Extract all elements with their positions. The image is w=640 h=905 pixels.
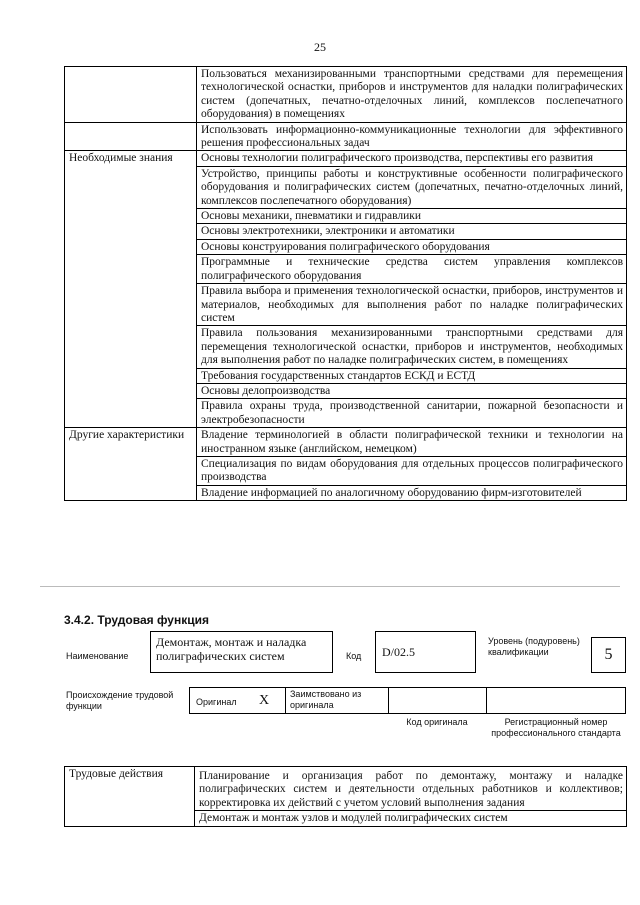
table-row	[65, 122, 627, 151]
knowledge-cell: Правила выбора и применения технологической оснастки, приборов, инструментов и материалов, необходимых для выполнения работ по наладке полиграфических систем	[197, 284, 627, 326]
section-title: 3.4.2. Трудовая функция	[64, 613, 209, 627]
level-label: Уровень (подуровень) квалификации	[488, 636, 580, 657]
knowledge-cell: Основы конструирования полиграфического оборудования	[197, 239, 627, 254]
name-label: Наименование	[66, 651, 129, 661]
actions-table	[64, 766, 627, 827]
skill-cell: Использовать информационно-коммуникационные технологии для эффективного решения профессиональных задач	[197, 122, 627, 151]
origin-box	[189, 687, 626, 714]
other-cell: Владение информацией по аналогичному оборудованию фирм-изготовителей	[197, 485, 627, 500]
knowledge-cell: Правила охраны труда, производственной санитарии, пожарной безопасности и электробезопасности	[197, 399, 627, 428]
divider	[285, 687, 286, 714]
origin-label: Происхождение трудовой функции	[66, 690, 174, 711]
divider	[388, 687, 389, 714]
other-cell: Владение терминологией в области полиграфической техники и технологии на иностранном языке (английском, немецком)	[197, 428, 627, 457]
table-row	[65, 151, 627, 166]
original-mark: X	[259, 693, 270, 708]
action-cell: Демонтаж и монтаж узлов и модулей полиграфических систем	[195, 811, 627, 826]
knowledge-cell: Основы механики, пневматики и гидравлики	[197, 209, 627, 224]
original-label: Оригинал	[196, 697, 237, 707]
other-label: Другие характеристики	[65, 428, 197, 501]
knowledge-label: Необходимые знания	[65, 151, 197, 428]
knowledge-cell: Требования государственных стандартов ЕСКД и ЕСТД	[197, 368, 627, 383]
divider	[40, 586, 620, 587]
borrowed-label: Заимствовано из оригинала	[290, 689, 362, 710]
competency-table	[64, 66, 627, 501]
origin-code-caption: Код оригинала	[406, 717, 468, 727]
knowledge-cell: Основы технологии полиграфического производства, перспективы его развития	[197, 151, 627, 166]
knowledge-cell: Основы электротехники, электроники и автоматики	[197, 224, 627, 239]
table-row	[65, 428, 627, 457]
knowledge-cell: Правила пользования механизированными транспортными средствами для перемещения технологической оснастки, приборов и инструментов, необходимых для выполнения работ по наладке полиграфических систем, в помещениях	[197, 326, 627, 368]
skill-cell: Пользоваться механизированными транспортными средствами для перемещения технологической оснастки, приборов и инструментов для наладки полиграфических систем (допечатных, печатно-отделочных линий, комплексов послепечатного оборудования) в помещениях	[197, 67, 627, 123]
code-label: Код	[346, 651, 362, 661]
reg-number-caption: Регистрационный номер профессионального стандарта	[491, 717, 621, 738]
code-box: D/02.5	[375, 631, 476, 673]
actions-label: Трудовые действия	[65, 767, 195, 827]
level-box: 5	[591, 637, 626, 673]
page-number: 25	[314, 40, 326, 54]
function-name-box: Демонтаж, монтаж и наладка полиграфических систем	[150, 631, 333, 673]
action-cell: Планирование и организация работ по демонтажу, монтажу и наладке полиграфических систем и деятельности отдельных работников и коллективов; корректировка их действий с учетом условий выполнения задания	[195, 767, 627, 811]
other-cell: Специализация по видам оборудования для отдельных процессов полиграфического производства	[197, 456, 627, 485]
table-row	[65, 67, 627, 123]
knowledge-cell: Основы делопроизводства	[197, 383, 627, 398]
knowledge-cell: Устройство, принципы работы и конструктивные особенности полиграфического оборудования и полиграфических систем (допечатных, печатно-отделочных линий, комплексов послепечатного оборудования)	[197, 166, 627, 208]
divider	[486, 687, 487, 714]
knowledge-cell: Программные и технические средства систем управления комплексов полиграфического оборудования	[197, 255, 627, 284]
table-row	[65, 767, 627, 811]
